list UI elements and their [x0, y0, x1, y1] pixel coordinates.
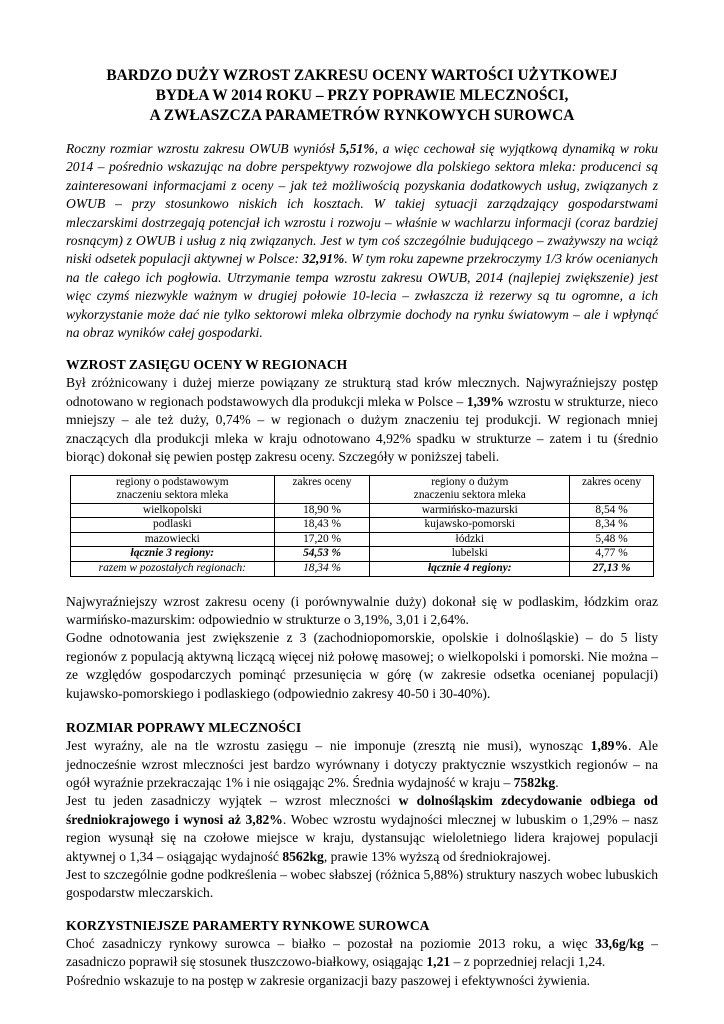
- title-line-1: BARDZO DUŻY WZROST ZAKRESU OCENY WARTOŚCI UŻYTKOWEJ: [106, 67, 618, 84]
- intro-paragraph: [66, 140, 658, 342]
- cell-region-right: lubelski: [370, 547, 570, 562]
- cell-region-right: łódzki: [370, 532, 570, 547]
- section2-paragraph-3: Jest to szczególnie godne podkreślenia – wobec słabszej (różnica 5,88%) struktury naszych wobec lubuskich gospodarstw mleczarskich.: [66, 866, 658, 901]
- section2-paragraph-1: [66, 737, 658, 792]
- section3-p1-text-3: – z poprzedniej relacji 1,24.: [450, 954, 606, 970]
- section2-heading: ROZMIAR POPRAWY MLECZNOŚCI: [66, 720, 302, 736]
- document-title: [66, 66, 658, 126]
- header-large-range: zakres oceny: [570, 475, 654, 503]
- cell-other-regions-label: razem w pozostałych regionach:: [71, 562, 275, 577]
- cell-value-left: 18,43 %: [274, 518, 370, 533]
- section1-heading: WZROST ZASIĘGU OCENY W REGIONACH: [66, 357, 348, 373]
- table-row: [71, 532, 654, 547]
- table-row: [71, 518, 654, 533]
- section1-paragraph: [66, 374, 658, 466]
- section2-p1-bold-2: 7582kg: [513, 774, 556, 790]
- section3-paragraph-1: [66, 935, 658, 972]
- cell-region-left: mazowiecki: [71, 532, 275, 547]
- cell-value-left: 18,90 %: [274, 503, 370, 518]
- cell-total-label-right: łącznie 4 regiony:: [370, 562, 570, 577]
- table-row: [71, 562, 654, 577]
- intro-bold-growth: 5,51%: [339, 141, 375, 156]
- cell-total-label-left: łącznie 3 regiony:: [71, 547, 275, 562]
- section2-p1-bold-1: 1,89%: [590, 738, 629, 754]
- intro-text-3: . W tym roku zapewne przekroczymy 1/3 krów ocenianych na tle całego ich pogłowia. Utrzymanie tempa wzrostu zakresu OWUB, 2014 (najlepiej zwiększenie) jest więc czymś niezwykle ważnym w drugiej połowie 10-lecia – zwłaszcza iż rezerwy są tu ogromne, a ich wykorzystanie może dać nie tylko sektorowi mleka olbrzymie dochody na rynku światowym – ale i wpłynąć na obraz wyników całej gospodarki.: [66, 251, 658, 341]
- cell-total-value-left: 54,53 %: [274, 547, 370, 562]
- section3-p1-text-1: Choć zasadniczy rynkowy surowca – białko – pozostał na poziomie 2013 roku, a więc: [66, 935, 596, 951]
- intro-text-2: , a więc cechował się wyjątkową dynamiką w roku 2014 – pośrednio wskazując na dobre perspektywy rozwojowe dla polskiego sektora mleka: producenci są zainteresowani informacjami z oceny – jak też możliwością pozyskania dodatkowych usług, związanych z OWUB – przy stosunkowo niskich ich kosztach. W takiej sytuacji zarządzający gospodarstwami mleczarskimi dostrzegają potencjał ich wzrostu i rozwoju – właśnie w wachlarzu informacji (coraz bardziej rosnącym) z OWUB i usług z nią związanych. Jest w tym coś szczególnie budującego – zważywszy na wciąż niski odsetek populacji aktywnej w Polsce:: [66, 141, 659, 267]
- section2-p2-text-3: , prawie 13% wyższą od średniokrajowej.: [323, 848, 551, 864]
- section1-bold-value: 1,39%: [466, 393, 505, 409]
- cell-region-right: kujawsko-pomorski: [370, 518, 570, 533]
- header-basic-range: zakres oceny: [274, 475, 370, 503]
- section1-text-1: Był zróżnicowany i dużej mierze powiązany ze strukturą stad krów mlecznych. Najwyraźniejszy postęp odnotowano w regionach podstawowych dla produkcji mleka w Polsce –: [66, 375, 658, 409]
- cell-region-right: warmińsko-mazurski: [370, 503, 570, 518]
- section2-p2-bold-2: 8562kg: [282, 848, 324, 864]
- section1-text-2: wzrostu w strukturze, nieco mniejszy – ale też duży, 0,74% – w regionach o dużym znaczeniu tej produkcji. W regionach mniej znaczących dla produkcji mleka w kraju odnotowano 4,92% spadku w strukturze – zatem i tu (średnio biorąc) dokonał się pewien postęp zakresu oceny. Szczegóły w poniższej tabeli.: [66, 393, 658, 465]
- cell-other-regions-value: 18,34 %: [274, 562, 370, 577]
- section3-p1-bold-1: 33,6g/kg: [595, 935, 644, 951]
- intro-text-1: Roczny rozmiar wzrostu zakresu OWUB wyniósł: [66, 141, 340, 156]
- section2-p2-text-1: Jest tu jeden zasadniczy wyjątek – wzrost mleczności: [66, 793, 399, 809]
- regions-table: [70, 475, 654, 577]
- section2-paragraph-2: [66, 792, 658, 866]
- cell-value-right: 4,77 %: [570, 547, 654, 562]
- after-table-paragraph-2: Godne odnotowania jest zwiększenie z 3 (zachodniopomorskie, opolskie i dolnośląskie) – do 5 listy regionów z populacją aktywną liczącą więcej niż połowę masowej; o wielkopolski i pomorski. Nie można – ze względów gospodarczych pominąć przesunięcia w górę (w zakresie odsetka ocenianej populacji) kujawsko-pomorskiego i podlaskiego (odpowiednio zakresy 40-50 i 30-40%).: [66, 630, 658, 701]
- section2-p2-bold-1: w dolnośląskim zdecydowanie odbiega od średniokrajowego i wynosi aż 3,82%: [66, 793, 658, 827]
- section2-p1-text-1: Jest wyraźny, ale na tle wzrostu zasięgu – nie imponuje (zresztą nie musi), wynosząc: [66, 738, 591, 754]
- cell-value-left: 17,20 %: [274, 532, 370, 547]
- table-row: [71, 547, 654, 562]
- cell-region-left: wielkopolski: [71, 503, 275, 518]
- section2-p1-text-2: . Ale jednocześnie wzrost mleczności jest bardzo wyrównany i dotyczy praktycznie wszystkich regionów – na ogół wyraźnie przekraczając 1% i nie osiągając 2%. Średnia wydajność w kraju –: [66, 738, 658, 790]
- section2-p1-text-3: .: [555, 774, 559, 790]
- table-header-row: [71, 475, 654, 503]
- document-page: [66, 66, 658, 990]
- cell-region-left: podlaski: [71, 518, 275, 533]
- cell-total-value-right: 27,13 %: [570, 562, 654, 577]
- header-large-regions: regiony o dużym znaczeniu sektora mleka: [370, 475, 570, 503]
- after-table-paragraph-1: Najwyraźniejszy wzrost zakresu oceny (i porównywalnie duży) dokonał się w podlaskim, łódzkim oraz warmińsko-mazurskim: odpowiednio w strukturze o 3,19%, 3,01 i 2,64%.: [66, 593, 658, 628]
- table-row: [71, 503, 654, 518]
- section3-paragraph-2: Pośrednio wskazuje to na postęp w zakresie organizacji bazy paszowej i efektywności żywienia.: [66, 972, 591, 988]
- section3-p1-bold-2: 1,21: [426, 954, 451, 970]
- cell-value-right: 8,34 %: [570, 518, 654, 533]
- title-line-2: BYDŁA W 2014 ROKU – PRZY POPRAWIE MLECZNOŚCI,: [155, 87, 569, 104]
- title-line-3: A ZWŁASZCZA PARAMETRÓW RYNKOWYCH SUROWCA: [149, 107, 575, 124]
- header-basic-regions: regiony o podstawowym znaczeniu sektora mleka: [71, 475, 275, 503]
- intro-bold-population: 32,91%: [302, 251, 345, 267]
- section3-heading: KORZYSTNIEJSZE PARAMERTY RYNKOWE SUROWCA: [66, 917, 430, 933]
- cell-value-right: 8,54 %: [570, 503, 654, 518]
- section3-p1-text-2: – zasadniczo poprawił się stosunek tłuszczowo-białkowy, osiągając: [66, 935, 658, 970]
- section2-p2-text-2: . Wobec wzrostu wydajności mlecznej w lubuskim o 1,29% – nasz region wysunął się na czołowe miejsce w kraju, dystansując wieloletniego lidera krajowej populacji aktywnej o 1,34 – osiągając wydajność: [66, 811, 658, 864]
- cell-value-right: 5,48 %: [570, 532, 654, 547]
